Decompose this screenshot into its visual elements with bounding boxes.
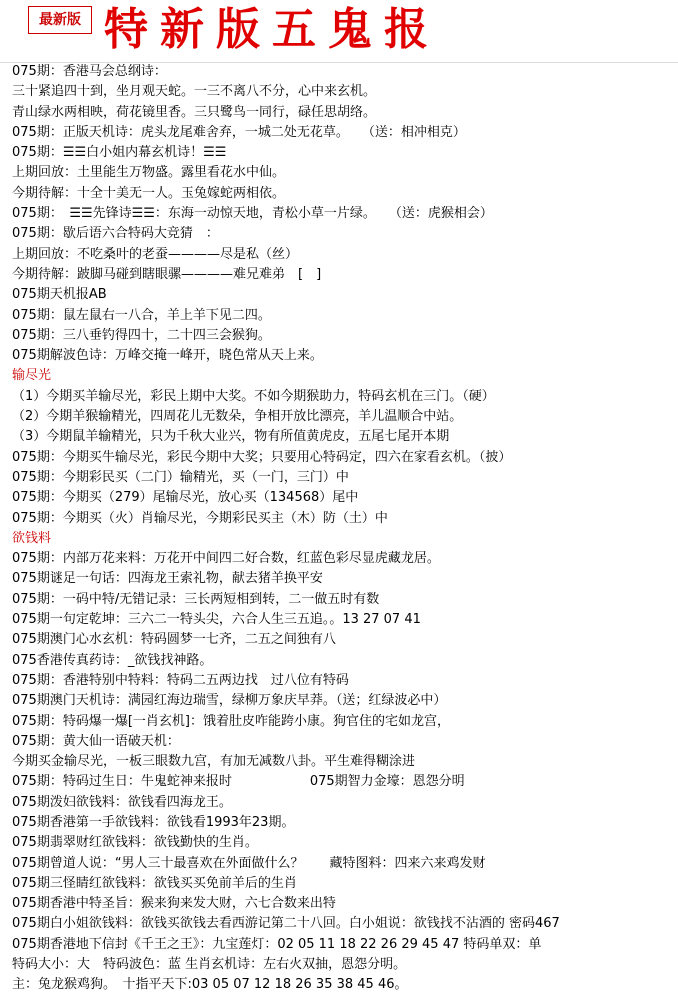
- header: [0, 0, 678, 62]
- latest-version-badge: 最新版: [28, 6, 92, 34]
- text-line: 075期谜足一句话：四海龙王索礼物，献去猪羊换平安: [12, 571, 323, 587]
- section-heading: 输尽光: [12, 368, 52, 384]
- text-line: 075期解波色诗：万峰交掩一峰开，晓色常从天上来。: [12, 348, 323, 364]
- text-line: 075期一句定乾坤：三六二一特头尖，六合人生三五追。。13 27 07 41: [12, 612, 421, 628]
- text-line: 075期曾道人说：“男人三十最喜欢在外面做什么？ 藏特图料：四来六来鸡发财: [12, 855, 486, 871]
- text-line: 075期：一码中特/无错记录：三长两短相到转，二一做五时有数: [12, 591, 380, 607]
- text-line: 075期：今期买（火）肖输尽光，今期彩民买主（木）防（土）中: [12, 510, 388, 526]
- text-line: 075期澳门心水玄机：特码圆梦一七齐，二五之间独有八: [12, 632, 336, 648]
- text-line: 075期：今期买牛输尽光，彩民今期中大奖；只要用心特码定，四六在家看玄机。（披）: [12, 449, 512, 465]
- text-line: 075期：鼠左鼠右一八合，羊上羊下见二四。: [12, 307, 271, 323]
- section-heading: 欲钱料: [12, 530, 52, 546]
- text-line: 上期回放：土里能生万物盛。露里看花水中仙。: [12, 165, 286, 181]
- text-line: 青山绿水两相映，荷花镜里香。三只鹭鸟一同行，碌任思胡络。: [12, 104, 377, 120]
- text-line: 075期：香港特别中特料：特码二五两边找 过八位有特码: [12, 672, 349, 688]
- text-line: 上期回放：不吃桑叶的老蚕————尽是私（丝）: [12, 246, 299, 262]
- text-line: 075期香港中特圣旨：猴来狗来发大财，六七合数来出特: [12, 896, 336, 912]
- text-line: 特码大小：大 特码波色：蓝 生肖玄机诗：左右火双抽，恩怨分明。: [12, 957, 407, 973]
- text-line: 075期：特码爆一爆[一肖玄机]：饿着肚皮咋能跨小康。狗官住的宅如龙宫，: [12, 713, 450, 729]
- text-line: 075期：香港马会总纲诗：: [12, 64, 167, 79]
- text-line: 075期：内部万花来料：万花开中间四二好合数，红蓝色彩尽显虎藏龙居。: [12, 551, 440, 567]
- text-line: （3）今期鼠羊输精光，只为千秋大业兴，物有所值黄虎皮，五尾七尾开本期: [12, 429, 450, 445]
- content-body: [12, 62, 672, 996]
- text-line: 075香港传真药诗：_欲钱找神路。: [12, 652, 213, 668]
- text-line: （2）今期羊猴输精光，四周花儿无数朵，争相开放比漂亮，羊儿温顺合中站。: [12, 409, 463, 425]
- text-line: 075期： ☰☰先锋诗☰☰：东海一动惊天地，青松小草一片绿。 （送：虎猴相会）: [12, 206, 493, 222]
- text-line: 075期：黄大仙一语破天机：: [12, 733, 180, 749]
- text-line: 075期天机报AB: [12, 287, 107, 303]
- text-line: 今期待解：十全十美无一人。玉兔嫁蛇两相依。: [12, 185, 286, 201]
- text-line: 075期泼妇欲钱料：欲钱看四海龙王。: [12, 794, 232, 810]
- text-line: 075期香港地下信封《千王之王》：九宝莲灯：02 05 11 18 22 26 29 45 47 特码单双：单: [12, 936, 542, 952]
- text-line: 主：兔龙猴鸡狗。 十指平天下:03 05 07 12 18 26 35 38 45 46。: [12, 977, 408, 993]
- text-line: 今期买金输尽光，一板三眼数九宫，有加无减数八卦。平生难得糊涂进: [12, 754, 416, 770]
- text-line: 三十紧追四十到，坐月观天蛇。一三不离八不分，心中来玄机。: [12, 84, 377, 100]
- text-line: 今期待解：跛脚马碰到瞎眼骡————难兄难弟 [ ]: [12, 266, 322, 282]
- text-line: 075期香港第一手欲钱料：欲钱看1993年23期。: [12, 814, 295, 830]
- text-line: 075期：今期买（279）尾输尽光，放心买（134568）尾中: [12, 490, 359, 506]
- text-line: 075期：今期彩民买（二门）输精光，买（一门，三门）中: [12, 469, 349, 485]
- text-line: 075期：歇后语六合特码大竞猜 ：: [12, 226, 219, 242]
- text-line: 075期三怪睛红欲钱料：欲钱买买免前羊后的生肖: [12, 875, 297, 891]
- text-line: 075期翡翠财红欲钱料：欲钱勤快的生肖。: [12, 835, 258, 851]
- text-line: （1）今期买羊输尽光，彩民上期中大奖。不如今期猴助力，特码玄机在三门。（硬）: [12, 388, 495, 404]
- text-line: 075期白小姐欲钱料：欲钱买欲钱去看西游记第二十八回。白小姐说：欲钱找不沾酒的 密码467: [12, 916, 560, 932]
- text-line: 075期澳门天机诗：满园红海边瑞雪，绿柳万象庆早莽。（送；红绿波必中）: [12, 693, 447, 709]
- text-line: 075期：正版天机诗：虎头龙尾难舍弃，一城二处无花草。 （送：相冲相克）: [12, 124, 466, 140]
- text-line: 075期：特码过生日：牛鬼蛇神来报时 075期智力金壕：恩怨分明: [12, 774, 465, 790]
- page-title: 特新版五鬼报: [104, 4, 440, 55]
- text-line: 075期：三八垂钓得四十，二十四三会猴狗。: [12, 327, 271, 343]
- text-line: 075期：☰☰白小姐内幕玄机诗！☰☰: [12, 145, 227, 161]
